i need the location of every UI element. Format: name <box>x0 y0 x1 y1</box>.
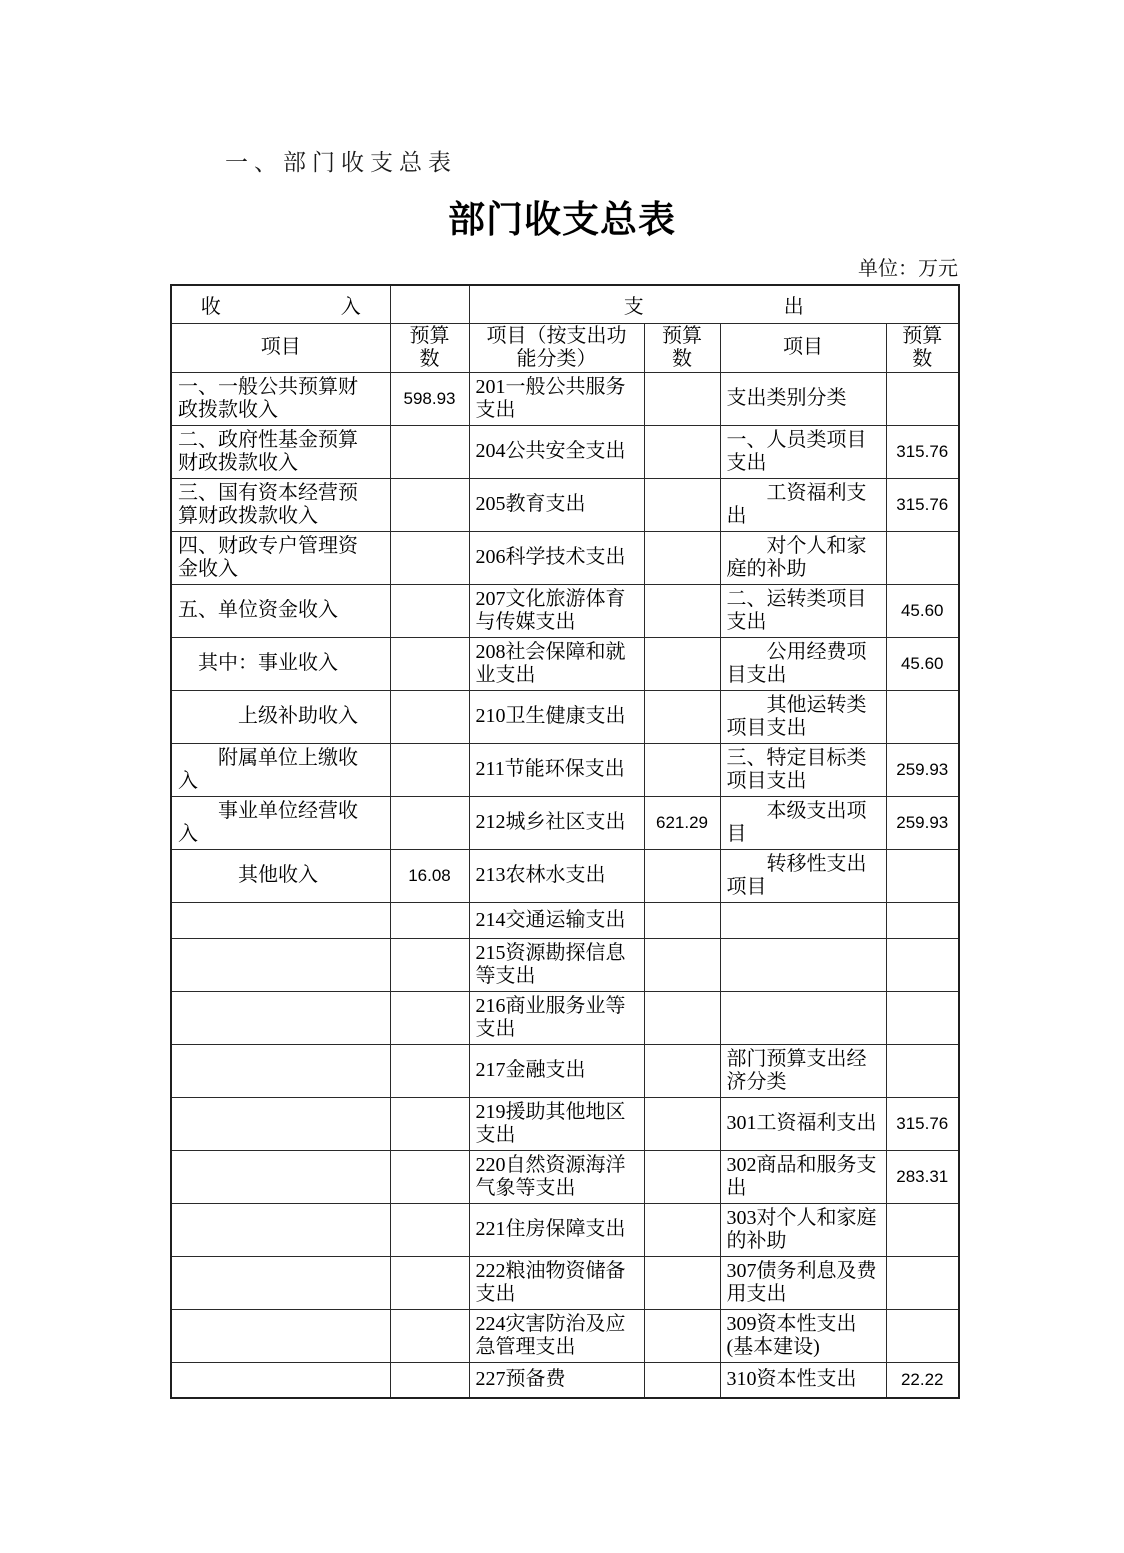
section-heading: 一、部门收支总表 <box>225 150 457 175</box>
expenditure-economic-budget-cell <box>886 1309 959 1362</box>
table-row <box>171 531 959 584</box>
expenditure-economic-budget-cell <box>886 902 959 938</box>
expenditure-function-budget-cell <box>644 584 720 637</box>
income-item-cell <box>171 902 390 938</box>
income-budget-cell <box>390 796 469 849</box>
expenditure-economic-budget-cell <box>886 690 959 743</box>
table-row <box>171 938 959 991</box>
expenditure-economic-item-cell: 303对个人和家庭的补助 <box>720 1203 886 1256</box>
expenditure-economic-budget-cell: 259.93 <box>886 743 959 796</box>
income-item-cell <box>171 1362 390 1398</box>
expenditure-economic-budget-cell <box>886 372 959 425</box>
expenditure-economic-item-cell: 公用经费项目支出 <box>720 637 886 690</box>
expenditure-economic-item-header: 项目 <box>720 323 886 372</box>
income-item-header: 项目 <box>171 323 390 372</box>
expenditure-function-item-cell: 213农林水支出 <box>469 849 644 902</box>
expenditure-function-item-cell: 206科学技术支出 <box>469 531 644 584</box>
expenditure-function-item-cell: 224灾害防治及应急管理支出 <box>469 1309 644 1362</box>
income-item-cell <box>171 991 390 1044</box>
table-row <box>171 425 959 478</box>
income-budget-cell <box>390 743 469 796</box>
expenditure-function-budget-cell <box>644 478 720 531</box>
expenditure-function-budget-cell <box>644 991 720 1044</box>
expenditure-function-item-cell: 221住房保障支出 <box>469 1203 644 1256</box>
expenditure-economic-item-cell: 对个人和家庭的补助 <box>720 531 886 584</box>
expenditure-function-budget-cell <box>644 743 720 796</box>
expenditure-economic-item-cell: 本级支出项目 <box>720 796 886 849</box>
expenditure-economic-item-cell <box>720 938 886 991</box>
expenditure-function-budget-cell <box>644 1256 720 1309</box>
income-budget-cell <box>390 1044 469 1097</box>
expenditure-function-item-cell: 215资源勘探信息等支出 <box>469 938 644 991</box>
budget-table <box>170 284 960 1399</box>
expenditure-economic-budget-cell: 45.60 <box>886 584 959 637</box>
expenditure-function-budget-cell <box>644 1150 720 1203</box>
income-item-cell <box>171 1203 390 1256</box>
column-header-row <box>171 323 959 372</box>
expenditure-economic-budget-cell: 315.76 <box>886 1097 959 1150</box>
table-row <box>171 902 959 938</box>
expenditure-economic-budget-cell: 45.60 <box>886 637 959 690</box>
income-item-cell <box>171 1309 390 1362</box>
expenditure-function-budget-cell <box>644 1203 720 1256</box>
expenditure-function-budget-cell <box>644 531 720 584</box>
expenditure-economic-item-cell: 310资本性支出 <box>720 1362 886 1398</box>
expenditure-economic-item-cell: 309资本性支出(基本建设) <box>720 1309 886 1362</box>
income-budget-cell <box>390 1309 469 1362</box>
expenditure-function-item-cell: 217金融支出 <box>469 1044 644 1097</box>
expenditure-economic-item-cell <box>720 991 886 1044</box>
expenditure-economic-budget-cell <box>886 1044 959 1097</box>
expenditure-function-budget-header: 预算数 <box>644 323 720 372</box>
income-budget-header: 预算数 <box>390 323 469 372</box>
expenditure-economic-budget-cell: 283.31 <box>886 1150 959 1203</box>
expenditure-function-item-cell: 216商业服务业等支出 <box>469 991 644 1044</box>
expenditure-function-item-cell: 212城乡社区支出 <box>469 796 644 849</box>
expenditure-economic-item-cell: 302商品和服务支出 <box>720 1150 886 1203</box>
expenditure-function-item-cell: 208社会保障和就业支出 <box>469 637 644 690</box>
expenditure-function-budget-cell <box>644 425 720 478</box>
income-budget-cell <box>390 991 469 1044</box>
table-row <box>171 1309 959 1362</box>
group-header-row <box>171 285 959 323</box>
expenditure-function-item-cell: 204公共安全支出 <box>469 425 644 478</box>
expenditure-economic-budget-cell: 315.76 <box>886 425 959 478</box>
table-row <box>171 478 959 531</box>
expenditure-function-item-cell: 205教育支出 <box>469 478 644 531</box>
expenditure-economic-item-cell: 二、运转类项目支出 <box>720 584 886 637</box>
income-item-cell: 一、一般公共预算财政拨款收入 <box>171 372 390 425</box>
table-row <box>171 849 959 902</box>
expenditure-function-budget-cell <box>644 1097 720 1150</box>
expenditure-economic-item-cell: 其他运转类项目支出 <box>720 690 886 743</box>
expenditure-function-budget-cell <box>644 1362 720 1398</box>
expenditure-economic-budget-cell: 22.22 <box>886 1362 959 1398</box>
expenditure-function-budget-cell <box>644 637 720 690</box>
expenditure-economic-budget-cell <box>886 938 959 991</box>
expenditure-function-item-cell: 227预备费 <box>469 1362 644 1398</box>
table-row <box>171 1203 959 1256</box>
income-item-cell <box>171 1150 390 1203</box>
table-row <box>171 637 959 690</box>
income-item-cell <box>171 1097 390 1150</box>
expenditure-function-item-cell: 207文化旅游体育与传媒支出 <box>469 584 644 637</box>
income-item-cell <box>171 938 390 991</box>
table-row <box>171 1362 959 1398</box>
expenditure-function-item-cell: 219援助其他地区支出 <box>469 1097 644 1150</box>
income-budget-cell: 16.08 <box>390 849 469 902</box>
table-body <box>171 372 959 1398</box>
expenditure-function-item-cell: 220自然资源海洋气象等支出 <box>469 1150 644 1203</box>
income-group-header: 收 入 <box>171 285 390 323</box>
expenditure-economic-item-cell: 三、特定目标类项目支出 <box>720 743 886 796</box>
expenditure-economic-budget-header: 预算数 <box>886 323 959 372</box>
income-budget-cell <box>390 531 469 584</box>
table-row <box>171 1044 959 1097</box>
expenditure-function-budget-cell <box>644 690 720 743</box>
income-budget-cell: 598.93 <box>390 372 469 425</box>
expenditure-function-item-header: 项目（按支出功能分类） <box>469 323 644 372</box>
income-budget-cell <box>390 1097 469 1150</box>
income-budget-cell <box>390 1203 469 1256</box>
income-budget-cell <box>390 902 469 938</box>
expenditure-function-budget-cell <box>644 849 720 902</box>
income-budget-cell <box>390 425 469 478</box>
income-item-cell: 四、财政专户管理资金收入 <box>171 531 390 584</box>
income-item-cell: 其他收入 <box>171 849 390 902</box>
expenditure-economic-budget-cell: 315.76 <box>886 478 959 531</box>
expenditure-function-budget-cell <box>644 1044 720 1097</box>
income-item-cell: 二、政府性基金预算财政拨款收入 <box>171 425 390 478</box>
income-item-cell <box>171 1256 390 1309</box>
income-budget-cell <box>390 478 469 531</box>
income-item-cell: 其中：事业收入 <box>171 637 390 690</box>
table-head <box>171 285 959 372</box>
expenditure-economic-budget-cell: 259.93 <box>886 796 959 849</box>
table-row <box>171 372 959 425</box>
expenditure-economic-item-cell <box>720 902 886 938</box>
expenditure-economic-budget-cell <box>886 1256 959 1309</box>
expenditure-function-item-cell: 201一般公共服务支出 <box>469 372 644 425</box>
income-budget-cell <box>390 637 469 690</box>
table-row <box>171 690 959 743</box>
expenditure-economic-item-cell: 301工资福利支出 <box>720 1097 886 1150</box>
expenditure-economic-budget-cell <box>886 531 959 584</box>
expenditure-economic-item-cell: 转移性支出项目 <box>720 849 886 902</box>
income-budget-cell <box>390 1362 469 1398</box>
expenditure-function-budget-cell: 621.29 <box>644 796 720 849</box>
table-row <box>171 1150 959 1203</box>
expenditure-economic-budget-cell <box>886 1203 959 1256</box>
income-item-cell: 三、国有资本经营预算财政拨款收入 <box>171 478 390 531</box>
expenditure-economic-item-cell: 工资福利支出 <box>720 478 886 531</box>
expenditure-economic-item-cell: 一、人员类项目支出 <box>720 425 886 478</box>
table-row <box>171 584 959 637</box>
page-title: 部门收支总表 <box>448 199 676 240</box>
income-item-cell: 事业单位经营收入 <box>171 796 390 849</box>
table-row <box>171 1256 959 1309</box>
income-budget-cell <box>390 938 469 991</box>
expenditure-function-item-cell: 222粮油物资储备支出 <box>469 1256 644 1309</box>
income-budget-cell <box>390 1256 469 1309</box>
expenditure-function-budget-cell <box>644 372 720 425</box>
expenditure-function-item-cell: 214交通运输支出 <box>469 902 644 938</box>
unit-note: 单位：万元 <box>858 258 958 280</box>
expenditure-function-budget-cell <box>644 1309 720 1362</box>
income-budget-cell <box>390 1150 469 1203</box>
table-row <box>171 796 959 849</box>
expenditure-group-header: 支 出 <box>469 285 959 323</box>
expenditure-function-budget-cell <box>644 938 720 991</box>
income-item-cell: 附属单位上缴收入 <box>171 743 390 796</box>
expenditure-function-item-cell: 211节能环保支出 <box>469 743 644 796</box>
expenditure-economic-item-cell: 307债务利息及费用支出 <box>720 1256 886 1309</box>
expenditure-function-item-cell: 210卫生健康支出 <box>469 690 644 743</box>
income-budget-cell <box>390 690 469 743</box>
table-row <box>171 1097 959 1150</box>
table-row <box>171 991 959 1044</box>
expenditure-economic-budget-cell <box>886 991 959 1044</box>
expenditure-function-budget-cell <box>644 902 720 938</box>
expenditure-economic-item-cell: 部门预算支出经济分类 <box>720 1044 886 1097</box>
income-item-cell: 上级补助收入 <box>171 690 390 743</box>
expenditure-economic-budget-cell <box>886 849 959 902</box>
income-budget-cell <box>390 584 469 637</box>
income-item-cell <box>171 1044 390 1097</box>
expenditure-economic-item-cell: 支出类别分类 <box>720 372 886 425</box>
table-row <box>171 743 959 796</box>
income-item-cell: 五、单位资金收入 <box>171 584 390 637</box>
income-group-spacer-cell <box>390 285 469 323</box>
